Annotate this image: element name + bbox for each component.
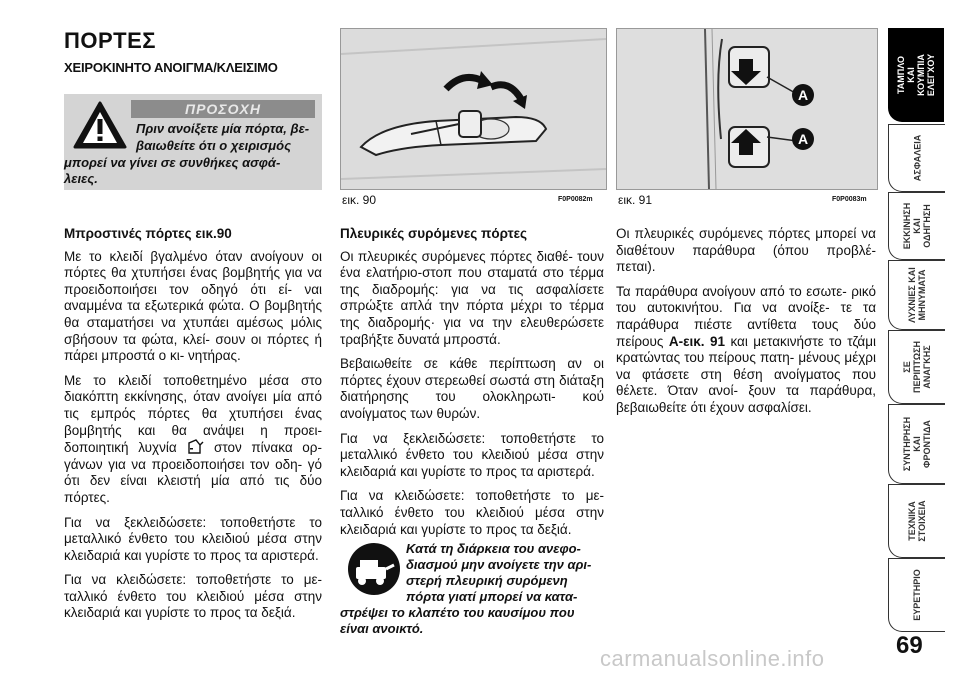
middle-column [340, 226, 604, 546]
note-line-2: διασμού μην ανοίγετε την αρι- [406, 557, 592, 572]
paragraph [64, 373, 322, 507]
section-subtitle: ΧΕΙΡΟΚΙΝΗΤΟ ΑΝΟΙΓΜΑ/ΚΛΕΙΣΙΜΟ [64, 60, 278, 75]
figure-91-caption: εικ. 91 [618, 193, 653, 207]
refueling-warning-icon [346, 541, 402, 597]
note-line-1: Κατά τη διάρκεια του ανεφο- [406, 541, 581, 556]
tab-technical-data[interactable] [888, 484, 945, 558]
left-column [64, 226, 322, 630]
paragraph-text: και μετακινήστε το τζάμι κρατώντας του πείρους πατη- μένους μέχρι να φτάσετε στη θέση ανοίγματος που θέλετε. Όταν ανοί- ξουν τα παράθυρα, βεβαιωθείτε ότι έχουν ασφαλίσει. [616, 333, 876, 415]
paragraph: Οι πλευρικές συρόμενες πόρτες μπορεί να διαθέτουν παράθυρα (όπου προβλέ- πεται). [616, 226, 876, 275]
page-title: ΠΟΡΤΕΣ [64, 28, 156, 53]
paragraph: Οι πλευρικές συρόμενες πόρτες διαθέ- τουν ένα ελατήριο-στοπ που σταματά στο τέρμα της διαδρομής: για να τις ασφαλίσετε σπρώξτε απλά την πόρτα μέχρι το τέρμα της διαδρομής· για να την ελευθερώσετε τραβήξτε δυνατά μπροστά. [340, 248, 604, 347]
tab-label: ΛΥΧΝΙΕΣ ΚΑΙ ΜΗΝΥΜΑΤΑ [907, 267, 927, 323]
watermark: carmanualsonline.info [600, 646, 825, 671]
door-open-warning-icon [186, 439, 204, 455]
tab-label: ΕΚΚΙΝΗΣΗ ΚΑΙ ΟΔΗΓΗΣΗ [902, 202, 932, 250]
figure-90-caption: εικ. 90 [342, 193, 377, 207]
tab-label: ΣΕ ΠΕΡΙΠΤΩΣΗ ΑΝΑΓΚΗΣ [902, 341, 932, 393]
paragraph-text: Τα παράθυρα ανοίγουν από το εσωτε- ρικό του αυτοκινήτου. Για να ανοίξε- τε τα παράθυρα πιέστε αντίθετα τους δύο πείρους [616, 283, 876, 349]
paragraph: Για να ξεκλειδώσετε: τοποθετήστε το μεταλλικό ένθετο του κλειδιού μέσα στην κλειδαριά και γυρίστε το προς τα αριστερά. [64, 514, 322, 563]
paragraph: Για να κλειδώσετε: τοποθετήστε το με- ταλλικό ένθετο του κλειδιού μέσα στην κλειδαριά και γυρίστε το προς τα δεξιά. [340, 488, 604, 537]
tab-label: ΕΥΡΕΤΗΡΙΟ [911, 569, 922, 621]
figure-90-image [340, 28, 607, 190]
front-doors-heading: Μπροστινές πόρτες εικ.90 [64, 226, 232, 241]
tab-safety[interactable] [888, 124, 945, 192]
warning-line-2: βαιωθείτε ότι ο χειρισμός [136, 138, 291, 153]
warning-line-4: λειες. [64, 171, 98, 186]
warning-heading: ΠΡΟΣΟΧΗ [131, 100, 315, 118]
figure-91-code: F0P0083m [832, 196, 867, 203]
warning-triangle-icon [72, 100, 128, 150]
tab-warning-lights[interactable] [888, 260, 945, 330]
warning-line-1: Πριν ανοίξετε μία πόρτα, βε- [136, 121, 310, 136]
paragraph-text: Με το κλειδί τοποθετημένο μέσα στο διακόπτη εκκίνησης, όταν ανοίγει μία από τις εμπρός πόρτες θα χτυπήσει ένας βομβητής και θα ανάψει η προει- δοποιητική λυχνία [64, 372, 322, 456]
tab-index[interactable] [888, 558, 945, 632]
figure-90-code: F0P0082m [558, 196, 593, 203]
note-line-6: είναι ανοικτό. [340, 621, 424, 636]
callout-a-bottom: A [792, 128, 814, 150]
right-column [616, 226, 876, 425]
warning-line-3: μπορεί να γίνει σε συνθήκες ασφά- [64, 155, 281, 170]
tab-dashboard-controls[interactable] [888, 28, 944, 122]
figure-91-image [616, 28, 878, 190]
note-box [340, 537, 604, 636]
tab-label: ΣΥΝΤΗΡΗΣΗ ΚΑΙ ΦΡΟΝΤΙΔΑ [902, 416, 932, 472]
note-line-4: πόρτα γιατί μπορεί να κατα- [406, 589, 578, 604]
sliding-doors-heading: Πλευρικές συρόμενες πόρτες [340, 226, 528, 241]
paragraph: Βεβαιωθείτε σε κάθε περίπτωση αν οι πόρτες έχουν στερεωθεί σωστά στη διάταξη διατήρησης του ολοκληρωτι- κού ανοίγματος των θυρών. [340, 356, 604, 421]
paragraph: Με το κλειδί βγαλμένο όταν ανοίγουν οι πόρτες θα χτυπήσει ένας βομβητής για να προειδοποιήσει τον οδηγό ότι εί- ναι αναμμένα τα εξωτερικά φώτα. Ο βομβητής θα σταματήσει να χτυπάει αμέσως μόλις σβήσουν τα φώτα, κλεί- σουν οι πόρτες ή πάρει μπροστά ο κι- νητήρας. [64, 248, 322, 364]
callout-a-top: A [792, 84, 814, 106]
tab-maintenance[interactable] [888, 404, 945, 484]
figure-reference: A-εικ. 91 [668, 333, 725, 349]
note-line-3: στερή πλευρική συρόμενη [406, 573, 568, 588]
paragraph-text: στον πίνακα ορ- γάνων για να προειδοποιήσει τον οδη- γό ότι δεν είναι κλειστή μία από τις δύο πόρτες. [64, 440, 322, 505]
tab-label: ΤΑΜΠΛΟ ΚΑΙ ΚΟΥΜΠΙΑ ΕΛΕΓΧΟΥ [896, 53, 936, 97]
tab-label: ΑΣΦΑΛΕΙΑ [912, 134, 922, 182]
note-line-5: στρέψει το κλαπέτο του καυσίμου που [340, 605, 575, 620]
tab-starting-driving[interactable] [888, 192, 945, 260]
tab-label: ΤΕΧΝΙΚΑ ΣΤΟΙΧΕΙΑ [907, 500, 927, 542]
paragraph [616, 284, 876, 417]
page-number: 69 [896, 632, 923, 659]
tab-emergency[interactable] [888, 330, 945, 404]
paragraph: Για να ξεκλειδώσετε: τοποθετήστε το μεταλλικό ένθετο του κλειδιού μέσα στην κλειδαριά και γυρίστε το προς τα αριστερά. [340, 430, 604, 479]
paragraph: Για να κλειδώσετε: τοποθετήστε το με- ταλλικό ένθετο του κλειδιού μέσα στην κλειδαριά και γυρίστε το προς τα δεξιά. [64, 572, 322, 621]
